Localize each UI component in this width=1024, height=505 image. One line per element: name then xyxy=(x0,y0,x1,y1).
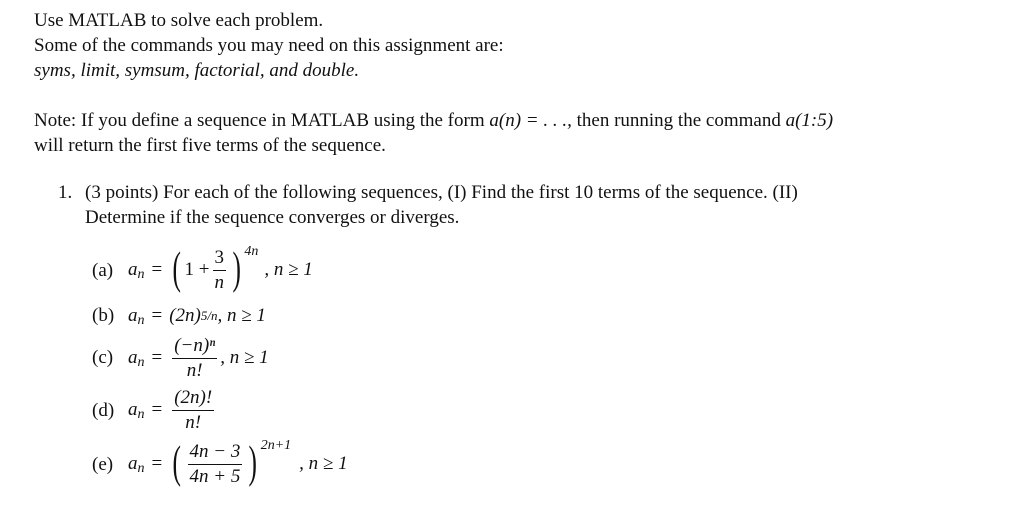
item-d-expression xyxy=(128,386,217,434)
item-a-right-paren: ) xyxy=(232,242,241,293)
note-line-2: will return the first five terms of the sequence. xyxy=(34,135,386,156)
problem-line-2: Determine if the sequence converges or diverges. xyxy=(85,207,460,228)
item-e-right-paren: ) xyxy=(248,436,258,487)
item-e-sub: n xyxy=(137,460,145,476)
intro-line-1: Use MATLAB to solve each problem. xyxy=(34,10,324,31)
item-b-equals: = xyxy=(151,305,163,326)
item-c-condition: , n ≥ 1 xyxy=(220,346,269,368)
note-text-b: then running the command xyxy=(576,110,781,131)
note-math-a15: a(1:5) xyxy=(785,110,834,131)
item-a-left-paren: ( xyxy=(172,242,182,293)
intro-line-2: Some of the commands you may need on this assignment are: xyxy=(34,35,504,56)
item-e-expression xyxy=(128,436,348,488)
item-c-label: (c) xyxy=(92,347,114,368)
item-e-denominator: 4n + 5 xyxy=(189,465,241,487)
item-d-numerator: (2n)! xyxy=(172,387,214,411)
item-a-sub: n xyxy=(137,266,145,282)
note-line-1 xyxy=(34,109,833,134)
item-b-expression xyxy=(128,304,266,329)
item-b-label: (b) xyxy=(92,305,115,326)
problem-number: 1. xyxy=(58,182,73,203)
item-c-equals: = xyxy=(151,346,163,368)
item-e-exponent: 2n+1 xyxy=(260,437,292,453)
item-b-lhs: a xyxy=(128,305,138,326)
note-text-a: Note: If you define a sequence in MATLAB using the form xyxy=(34,110,485,131)
item-e-lhs: a xyxy=(128,452,138,474)
item-c-fraction xyxy=(172,335,217,382)
item-e-numerator: 4n − 3 xyxy=(188,441,243,465)
item-a-label: (a) xyxy=(92,260,114,281)
item-e-left-paren: ( xyxy=(172,436,182,487)
item-d-denominator: n! xyxy=(185,411,202,433)
item-c-denominator: n! xyxy=(186,359,203,381)
item-a-condition: , n ≥ 1 xyxy=(264,258,313,280)
item-a-exponent: 4n xyxy=(244,243,259,259)
item-a-fraction xyxy=(213,247,227,294)
item-a-numerator: 3 xyxy=(213,247,227,271)
item-d-fraction xyxy=(172,387,214,434)
item-c-expression xyxy=(128,334,269,382)
item-c-lhs: a xyxy=(128,346,138,368)
item-a-lhs: a xyxy=(128,258,138,280)
item-a-expression xyxy=(128,242,313,294)
intro-commands-line: syms, limit, symsum, factorial, and double. xyxy=(34,60,360,81)
item-a-pre: 1 + xyxy=(184,258,210,280)
item-e-fraction xyxy=(188,441,243,488)
note-math-an: a(n) = . . ., xyxy=(489,110,572,131)
item-a-denominator: n xyxy=(214,271,225,293)
item-b-condition: , n ≥ 1 xyxy=(217,305,266,326)
item-d-lhs: a xyxy=(128,398,138,420)
item-d-sub: n xyxy=(137,406,145,422)
item-d-label: (d) xyxy=(92,400,115,421)
item-b-sub: n xyxy=(137,313,145,329)
item-b-body: (2n) xyxy=(169,305,201,326)
item-e-condition: , n ≥ 1 xyxy=(299,452,348,474)
item-b-exponent: 5/n xyxy=(200,307,218,323)
item-d-equals: = xyxy=(151,398,163,420)
item-e-equals: = xyxy=(151,452,163,474)
item-c-sub: n xyxy=(137,354,145,370)
item-e-label: (e) xyxy=(92,454,114,475)
item-a-equals: = xyxy=(151,258,163,280)
problem-line-1: (3 points) For each of the following sequences, (I) Find the first 10 terms of the sequence. (II) xyxy=(85,182,798,203)
item-c-numerator: (−n)ⁿ xyxy=(172,335,217,359)
